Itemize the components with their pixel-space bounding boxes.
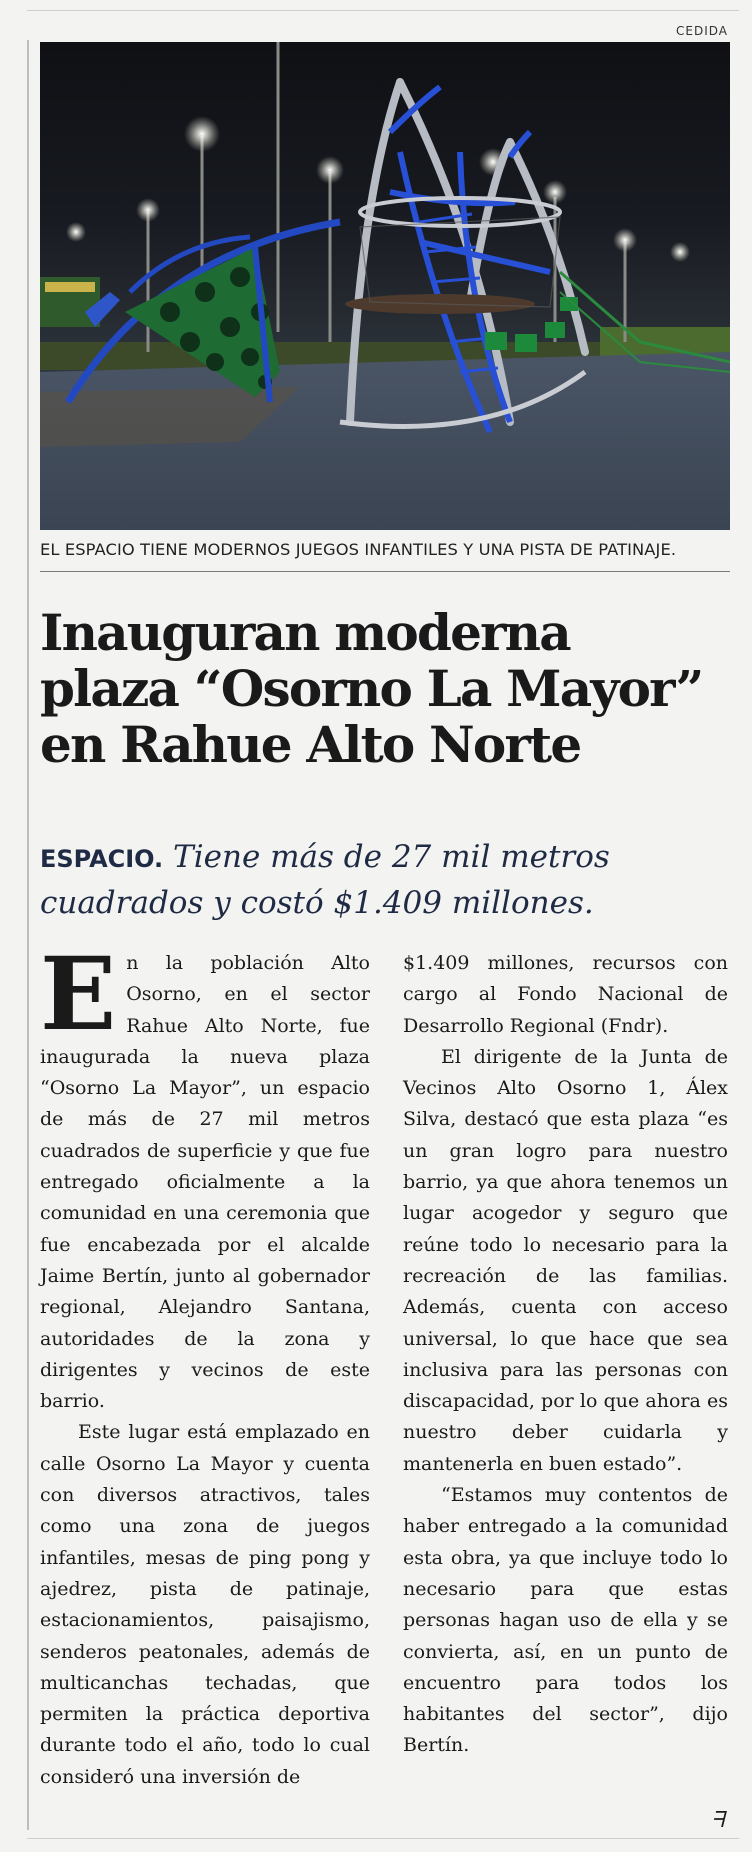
paragraph-1: [40, 935, 370, 1417]
body-column-2: [403, 948, 728, 1762]
paragraph-3: $1.409 millones, recursos con cargo al Fondo Nacional de Desarrollo Regional (Fndr).: [403, 952, 728, 1037]
photo-caption: EL ESPACIO TIENE MODERNOS JUEGOS INFANTILES Y UNA PISTA DE PATINAJE.: [40, 540, 677, 559]
caption-divider: [40, 571, 730, 572]
kicker-label: ESPACIO.: [40, 845, 164, 873]
headline-line-2: plaza “Osorno La Mayor”: [40, 659, 703, 718]
playground-photo: [40, 42, 730, 530]
kicker-text: Tiene más de 27 mil metros cuadrados y costó $1.409 millones.: [40, 839, 610, 921]
playground-illustration: [40, 42, 730, 530]
paragraph-1-text: n la población Alto Osorno, en el sector Rahue Alto Norte, fue inaugurada la nueva plaza “Osorno La Mayor”, un espacio de más de 27 mil metros cuadrados de superficie y que fue entregado oficialmente a la comunidad en una ceremonia que fue encabezada por el alcalde Jaime Bertín, junto al gobernador regional, Alejandro Santana, autoridades de la zona y dirigentes y vecinos de este barrio.: [40, 952, 370, 1413]
paragraph-4: El dirigente de la Junta de Vecinos Alto Osorno 1, Álex Silva, destacó que esta plaza “es un gran logro para nuestro barrio, ya que ahora tenemos un lugar acogedor y seguro que reúne todo lo necesario para la recreación de las familias. Además, cuenta con acceso universal, lo que hace que sea inclusiva para las personas con discapacidad, por lo que ahora es nuestro deber cuidarla y mantenerla en buen estado”.: [403, 1045, 728, 1475]
headline: [40, 605, 730, 773]
headline-line-1: Inauguran moderna: [40, 603, 570, 662]
photo-credit: CEDIDA: [676, 24, 728, 38]
left-column-rule: [27, 40, 29, 1830]
paragraph-2: Este lugar está emplazado en calle Osorno La Mayor y cuenta con diversos atractivos, tales como una zona de juegos infantiles, mesas de ping pong y ajedrez, pista de patinaje, estacionamientos, paisajismo, senderos peatonales, además de multicanchas techadas, que permiten la práctica deportiva durante todo el año, todo lo cual consideró una inversión de: [40, 1421, 370, 1788]
headline-line-3: en Rahue Alto Norte: [40, 715, 581, 774]
paragraph-5: “Estamos muy contentos de haber entregado a la comunidad esta obra, ya que incluye todo lo necesario para que estas personas hagan uso de ella y se convierta, así, en un punto de encuentro para todos los habitantes del sector”, dijo Bertín.: [403, 1484, 728, 1757]
dropcap: E: [40, 935, 117, 1053]
bottom-rule: [27, 1838, 739, 1839]
subheadline: [40, 835, 740, 925]
body-column-1: [40, 935, 370, 1793]
top-rule: [27, 10, 739, 11]
end-mark-icon: ᖷ: [710, 1808, 724, 1833]
